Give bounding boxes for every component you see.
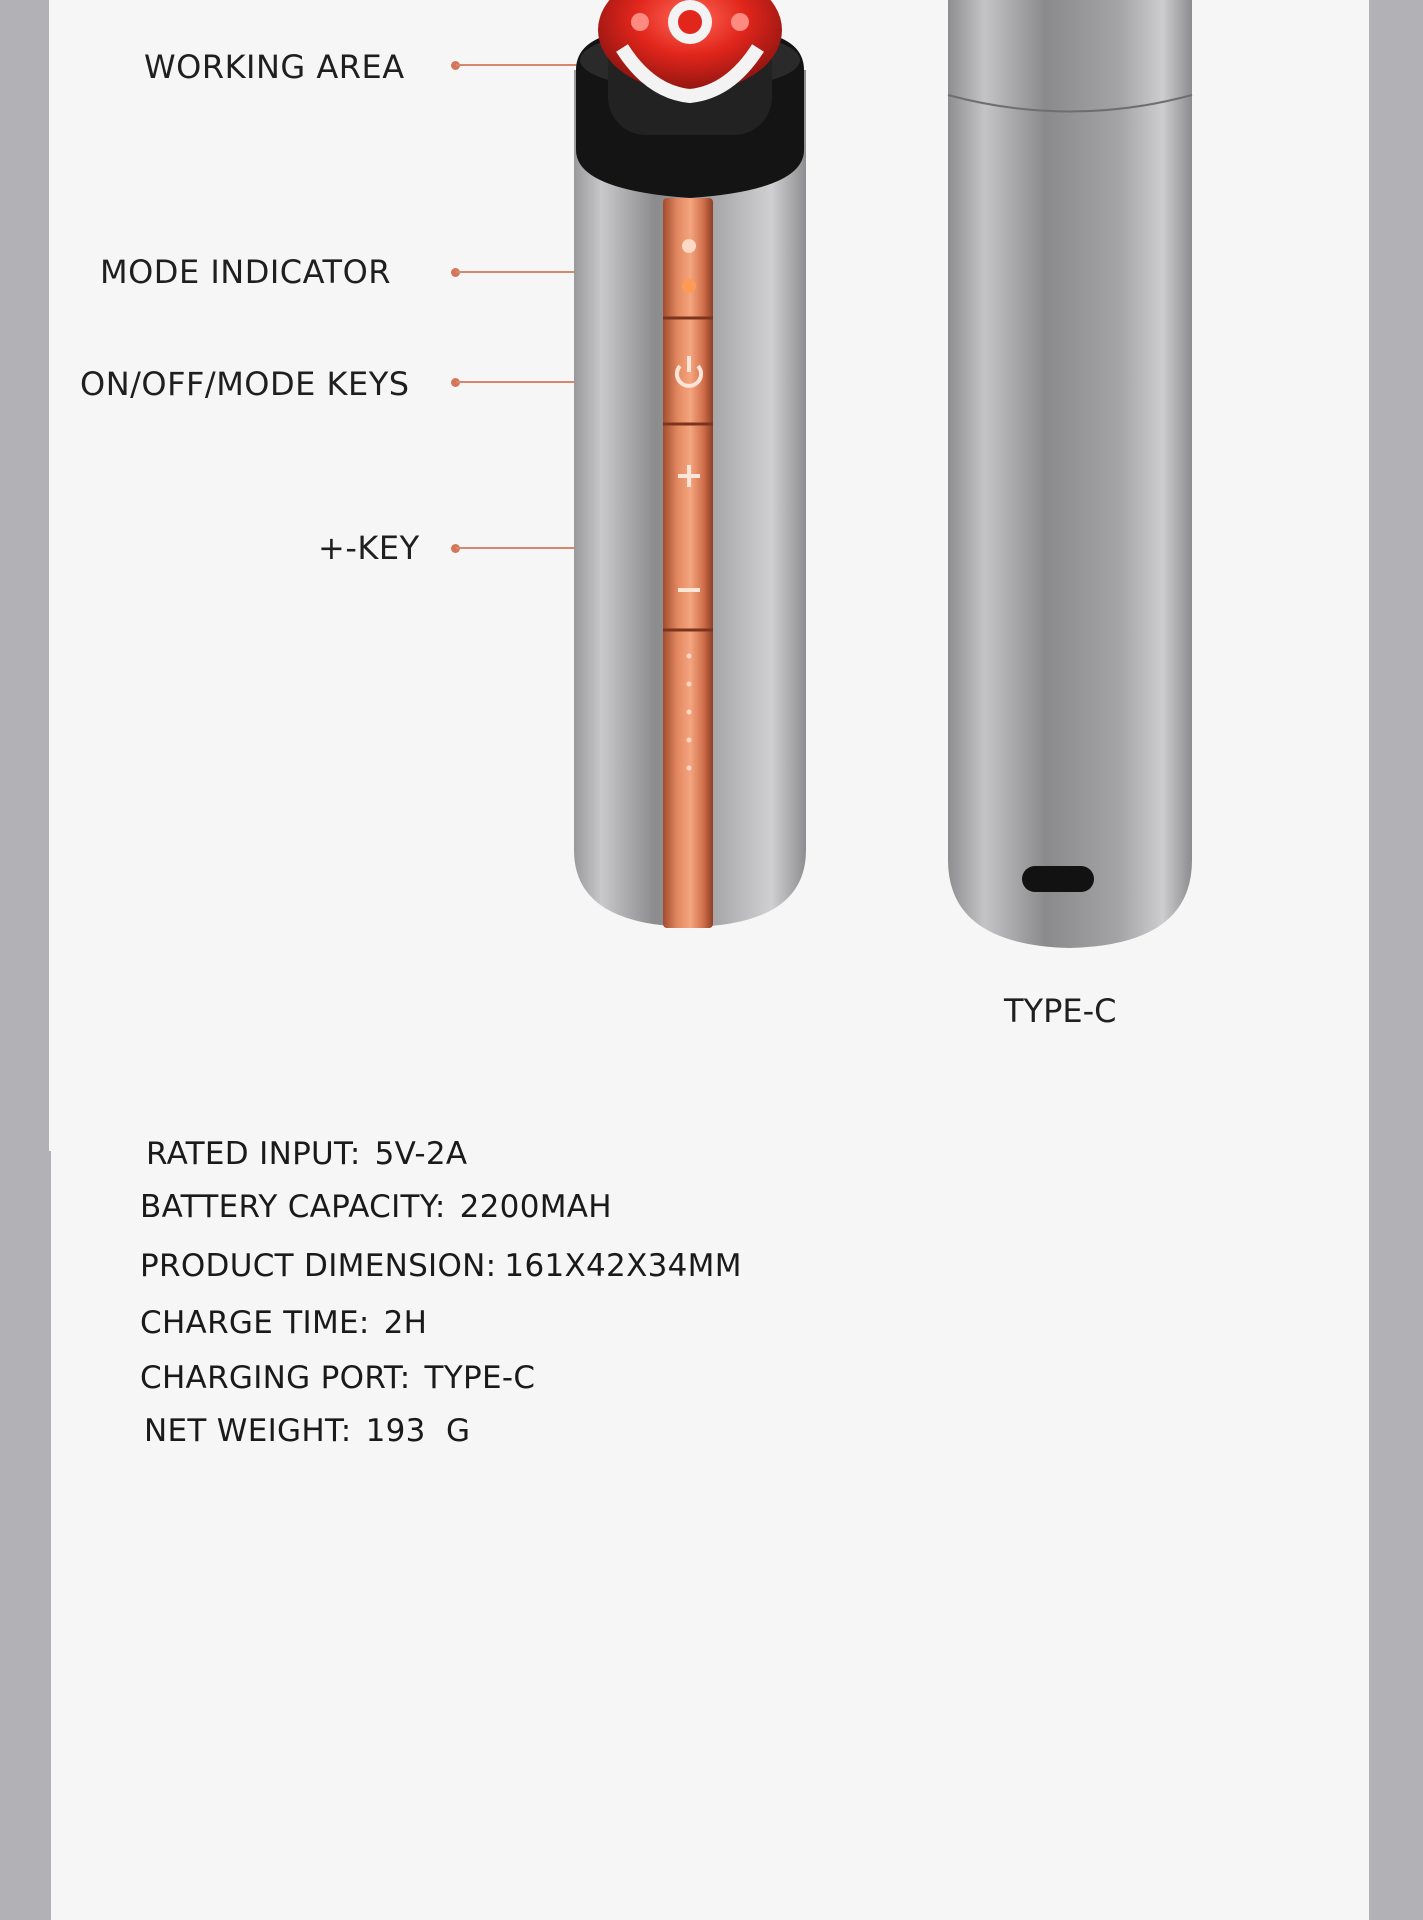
spec-label: BATTERY CAPACITY: xyxy=(140,1189,446,1225)
spec-rated-input xyxy=(146,1136,467,1172)
spec-value: 2200MAH xyxy=(459,1189,612,1225)
spec-label: RATED INPUT: xyxy=(146,1136,361,1172)
spec-value: 193 G xyxy=(365,1413,471,1449)
spec-product-dimension xyxy=(140,1248,742,1284)
callout-plus-minus-key-label: +-KEY xyxy=(318,529,420,567)
callout-working-area-label: WORKING AREA xyxy=(144,48,405,86)
spec-value: 2H xyxy=(383,1305,428,1341)
spec-value: TYPE-C xyxy=(424,1360,536,1396)
spec-label: PRODUCT DIMENSION: xyxy=(140,1248,497,1284)
callout-on-off-mode-keys-label: ON/OFF/MODE KEYS xyxy=(80,365,410,403)
spec-value: 161X42X34MM xyxy=(504,1248,742,1284)
spec-charging-port xyxy=(140,1360,535,1396)
spec-label: CHARGE TIME: xyxy=(140,1305,370,1341)
spec-charge-time xyxy=(140,1305,427,1341)
spec-label: NET WEIGHT: xyxy=(144,1413,352,1449)
spec-net-weight xyxy=(144,1413,470,1449)
device-back-view xyxy=(940,0,1200,955)
type-c-port-caption: TYPE-C xyxy=(1004,992,1117,1030)
spec-battery-capacity xyxy=(140,1189,612,1225)
spec-label: CHARGING PORT: xyxy=(140,1360,411,1396)
callout-mode-indicator-label: MODE INDICATOR xyxy=(100,253,391,291)
device-front-view xyxy=(560,0,820,935)
spec-value: 5V-2A xyxy=(374,1136,468,1172)
